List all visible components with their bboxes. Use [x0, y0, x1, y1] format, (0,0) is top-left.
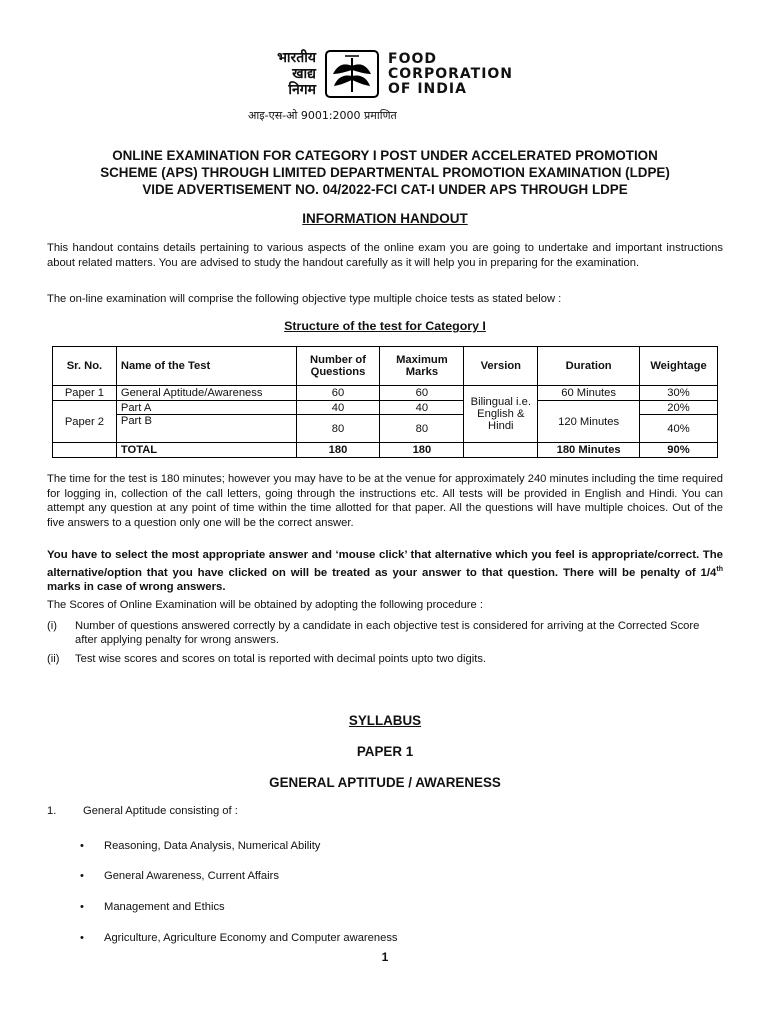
header-test-name: Name of the Test: [116, 347, 296, 386]
fci-logo: [228, 48, 548, 124]
scores-paragraph: The Scores of Online Examination will be obtained by adopting the following procedure :: [47, 599, 483, 611]
cell-duration: 60 Minutes: [538, 386, 640, 401]
total-duration: 180 Minutes: [538, 443, 640, 458]
bullet-item: • Management and Ethics: [80, 901, 225, 913]
total-marks: 180: [380, 443, 464, 458]
cell-weightage: 20%: [640, 401, 718, 415]
paper-subject: GENERAL APTITUDE / AWARENESS: [269, 775, 501, 790]
paper-heading: PAPER 1: [356, 744, 414, 759]
cell-name: Part B: [116, 415, 296, 443]
cell-marks: 80: [380, 415, 464, 443]
bullet-item: • General Awareness, Current Affairs: [80, 870, 279, 882]
table-total-row: [53, 443, 718, 458]
logo-english-name: FOOD CORPORATION OF INDIA: [388, 51, 514, 97]
bullet-item: • Reasoning, Data Analysis, Numerical Ability: [80, 840, 321, 852]
table-row: [53, 401, 718, 415]
wheat-emblem-icon: [323, 48, 381, 100]
header-marks: Maximum Marks: [380, 347, 464, 386]
handout-heading: INFORMATION HANDOUT: [302, 211, 468, 226]
table-row: [53, 386, 718, 401]
header-duration: Duration: [538, 347, 640, 386]
total-weightage: 90%: [640, 443, 718, 458]
header-sr-no: Sr. No.: [53, 347, 117, 386]
cell-sr: Paper 1: [53, 386, 117, 401]
cell-weightage: 30%: [640, 386, 718, 401]
exam-structure-table: [52, 346, 718, 458]
online-exam-paragraph: The on-line examination will comprise the following objective type multiple choice tests as stated below :: [47, 293, 562, 305]
logo-hindi-name: भारतीय खाद्य निगम: [277, 50, 316, 98]
cell-weightage: 40%: [640, 415, 718, 443]
total-label: TOTAL: [116, 443, 296, 458]
cell-duration: 120 Minutes: [538, 401, 640, 443]
cell-questions: 60: [296, 386, 380, 401]
time-paragraph: The time for the test is 180 minutes; however you may have to be at the venue for approximately 240 minutes including the time required for logging in, collection of the call letters, going through the instructions etc. All tests will be provided in English and Hindi. You can attempt any question at any point of time within the time allotted for that paper. All the questions will have multiple choices. Out of the five answers to a question only one will be the correct answer.: [47, 473, 723, 529]
bullet-item: • Agriculture, Agriculture Economy and Computer awareness: [80, 932, 398, 944]
cell-questions: 40: [296, 401, 380, 415]
header-weightage: Weightage: [640, 347, 718, 386]
page-number: 1: [381, 950, 389, 964]
penalty-paragraph: You have to select the most appropriate answer and ‘mouse click’ that alternative which you feel is appropriate/correct. The alternative/option that you have clicked on will be treated as your answer to that question. There will be penalty of 1/4th marks in case of wrong answers.: [47, 549, 723, 593]
cell-marks: 40: [380, 401, 464, 415]
iso-certification: आइ-एस-ओ 9001:2000 प्रमाणित: [248, 109, 397, 122]
total-questions: 180: [296, 443, 380, 458]
structure-heading: Structure of the test for Category I: [284, 319, 486, 333]
cell-sr: Paper 2: [53, 401, 117, 443]
header-version: Version: [464, 347, 538, 386]
cell-questions: 80: [296, 415, 380, 443]
syllabus-heading: SYLLABUS: [348, 713, 422, 728]
table-header-row: [53, 347, 718, 386]
document-title: ONLINE EXAMINATION FOR CATEGORY I POST UNDER ACCELERATED PROMOTION SCHEME (APS) THROUGH LIMITED DEPARTMENTAL PROMOTION EXAMINATION (LDPE) VIDE ADVERTISEMENT NO. 04/2022-FCI CAT-I UNDER APS THROUGH LDPE: [100, 148, 670, 197]
header-questions: Number of Questions: [296, 347, 380, 386]
cell-marks: 60: [380, 386, 464, 401]
cell-name: General Aptitude/Awareness: [116, 386, 296, 401]
cell-name: Part A: [116, 401, 296, 415]
cell-version: Bilingual i.e. English & Hindi: [464, 386, 538, 443]
intro-paragraph: This handout contains details pertaining to various aspects of the online exam you are going to undertake and important instructions about related matters. You are advised to study the handout carefully as it will help you in preparing for the examination.: [47, 242, 723, 269]
